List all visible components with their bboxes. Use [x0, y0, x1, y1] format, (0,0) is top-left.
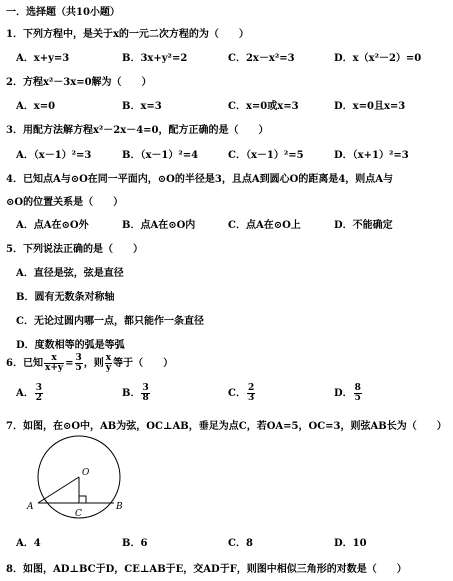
q4-option-c: C．点A在⊙O上: [228, 220, 301, 231]
section-title: 一．选择题（共10小题）: [6, 7, 120, 18]
q6-option-b: B． $\frac{3}{8}$: [122, 383, 149, 403]
question-7-options: [16, 534, 447, 548]
question-2-options: [16, 97, 447, 111]
question-5-stem: 5．下列说法正确的是（ ）: [6, 244, 143, 255]
q7-option-d: D．10: [334, 538, 367, 549]
q7-option-a: A．4: [16, 538, 41, 549]
q5-option-c: C．无论过圆内哪一点，都只能作一条直径: [16, 316, 204, 327]
label-a: A: [27, 502, 34, 512]
q7-option-c: C．8: [228, 538, 253, 549]
q6-option-a: A． $\frac{3}{2}$: [16, 383, 43, 403]
q6-given-eq: =: [65, 358, 74, 369]
q6-stem-mid: ，则: [83, 358, 104, 369]
question-6-stem: [6, 354, 173, 373]
q3-option-a: A．（x－1）²=3: [16, 150, 92, 161]
question-4-stem: 4．已知点A与⊙O在同一平面内，⊙O的半径是3，且点A到圆心O的距离是4，则点A与: [6, 174, 394, 185]
q6-stem-prefix: 6．已知: [6, 358, 43, 369]
question-7-figure: [22, 432, 132, 522]
q2-option-b: B．x=3: [122, 101, 162, 112]
q2-option-a: A．x=0: [16, 101, 56, 112]
label-b: B: [116, 502, 123, 512]
q1-option-a: A．x+y=3: [16, 53, 70, 64]
question-8-stem: 8．如图，AD⊥BC于D，CE⊥AB于E，交AD于F，则图中相似三角形的对数是（ ）: [6, 564, 407, 575]
question-1-stem: 1．下列方程中，是关于x的一元二次方程的为（ ）: [6, 29, 249, 40]
q6-option-d: D． $\frac{8}{5}$: [334, 383, 361, 403]
q4-option-b: B．点A在⊙O内: [122, 220, 196, 231]
question-4-options: [16, 216, 447, 230]
q1-option-b: B．3x+y²=2: [122, 53, 188, 64]
label-o: O: [82, 468, 90, 478]
q5-option-b: B．圆有无数条对称轴: [16, 292, 115, 303]
q3-option-d: D．（x+1）²=3: [334, 150, 409, 161]
q2-option-c: C．x=0或x=3: [228, 101, 299, 112]
right-angle-mark: [79, 496, 86, 503]
q6-asked-fraction: $\frac{x}{y}$: [105, 353, 112, 373]
q4-option-a: A．点A在⊙O外: [16, 220, 89, 231]
q5-option-d: D．度数相等的弧是等弧: [16, 340, 125, 351]
q2-option-d: D．x=0且x=3: [334, 101, 406, 112]
question-3-options: [16, 146, 447, 160]
segment-oa: [38, 477, 79, 503]
q1-option-d: D．x（x²－2）=0: [334, 53, 422, 64]
question-1-options: [16, 49, 447, 63]
question-6-options: [16, 384, 447, 408]
q6-given-value: $\frac{3}{5}$: [75, 353, 82, 373]
question-4-stem-continued: ⊙O的位置关系是（ ）: [6, 197, 124, 208]
q5-option-a: A．直径是弦，弦是直径: [16, 268, 124, 279]
q6-option-c: C． $\frac{2}{3}$: [228, 383, 255, 403]
question-7-stem: 7．如图，在⊙O中，AB为弦，OC⊥AB，垂足为点C，若OA=5，OC=3，则弦AB长为（ ）: [6, 421, 447, 432]
question-2-stem: 2．方程x²－3x=0解为（ ）: [6, 77, 152, 88]
q4-option-d: D．不能确定: [334, 220, 393, 231]
q3-option-c: C．（x－1）²=5: [228, 150, 304, 161]
question-3-stem: 3．用配方法解方程x²－2x－4=0，配方正确的是（ ）: [6, 125, 269, 136]
q7-option-b: B．6: [122, 538, 148, 549]
q6-given-fraction: $\frac{x}{x+y}$: [44, 353, 64, 373]
q6-stem-suffix: 等于（ ）: [113, 358, 174, 369]
label-c: C: [75, 509, 82, 519]
q3-option-b: B．（x－1）²=4: [122, 150, 199, 161]
q1-option-c: C．2x－x²=3: [228, 53, 295, 64]
